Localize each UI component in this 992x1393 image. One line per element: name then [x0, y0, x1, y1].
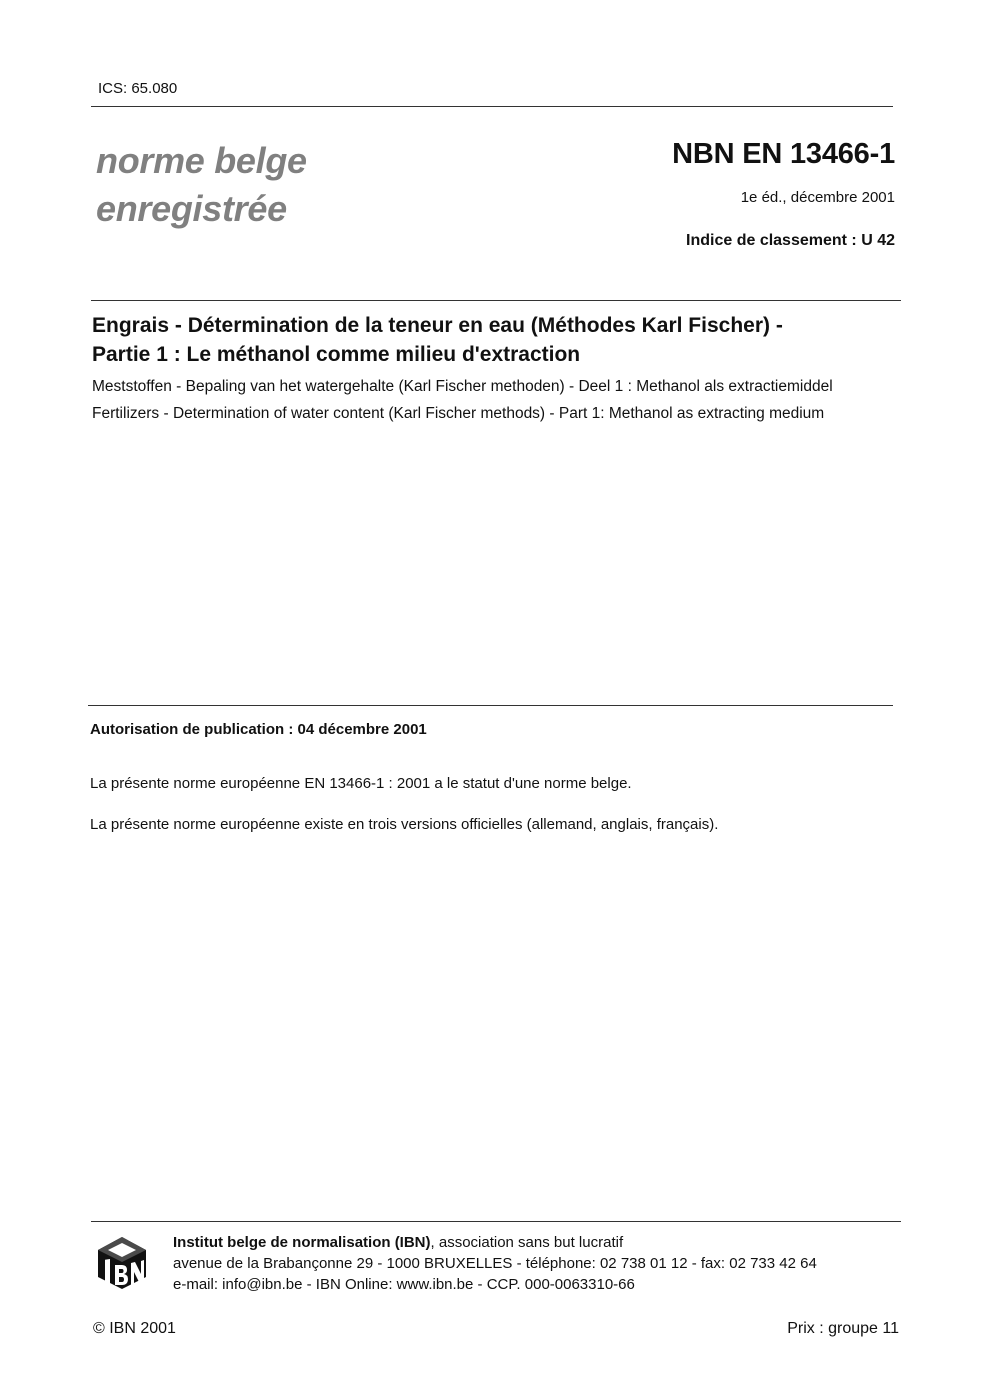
- price-group: Prix : groupe 11: [787, 1320, 899, 1337]
- organisation-name: Institut belge de normalisation (IBN): [173, 1234, 431, 1251]
- title-french-line-2: Partie 1 : Le méthanol comme milieu d'extraction: [92, 343, 581, 366]
- organisation-address: avenue de la Brabançonne 29 - 1000 BRUXELLES - téléphone: 02 738 01 12 - fax: 02 733 42 64: [173, 1255, 817, 1272]
- publication-authorisation: Autorisation de publication : 04 décembre 2001: [90, 721, 427, 738]
- footer-divider: [91, 1221, 901, 1222]
- header-divider: [91, 106, 893, 107]
- copyright-notice: © IBN 2001: [93, 1320, 176, 1337]
- publication-divider: [88, 705, 893, 706]
- title-french-line-1: Engrais - Détermination de la teneur en eau (Méthodes Karl Fischer) -: [92, 314, 783, 337]
- title-english: Fertilizers - Determination of water content (Karl Fischer methods) - Part 1: Methanol as extracting medium: [92, 405, 825, 422]
- edition-date: 1e éd., décembre 2001: [740, 189, 895, 206]
- footer-organisation: [173, 1232, 817, 1295]
- ibn-logo-icon: [96, 1235, 148, 1291]
- brand-line-1: norme belge: [96, 140, 307, 181]
- organisation-line: [173, 1232, 817, 1253]
- title-french: [92, 311, 783, 369]
- official-versions-statement: La présente norme européenne existe en trois versions officielles (allemand, anglais, français).: [90, 816, 719, 833]
- organisation-contact: e-mail: info@ibn.be - IBN Online: www.ibn.be - CCP. 000-0063310-66: [173, 1276, 635, 1293]
- ics-code: ICS: 65.080: [98, 80, 178, 97]
- classification-index: Indice de classement : U 42: [686, 232, 895, 249]
- title-dutch: Meststoffen - Bepaling van het watergehalte (Karl Fischer methoden) - Deel 1 : Methanol als extractiemiddel: [92, 378, 833, 395]
- title-divider: [91, 300, 901, 301]
- brand-line-2: enregistrée: [96, 188, 287, 229]
- document-type-label: [96, 137, 307, 233]
- standard-number: NBN EN 13466-1: [672, 138, 895, 170]
- organisation-type: , association sans but lucratif: [430, 1234, 624, 1251]
- belgian-status-statement: La présente norme européenne EN 13466-1 : 2001 a le statut d'une norme belge.: [90, 775, 632, 792]
